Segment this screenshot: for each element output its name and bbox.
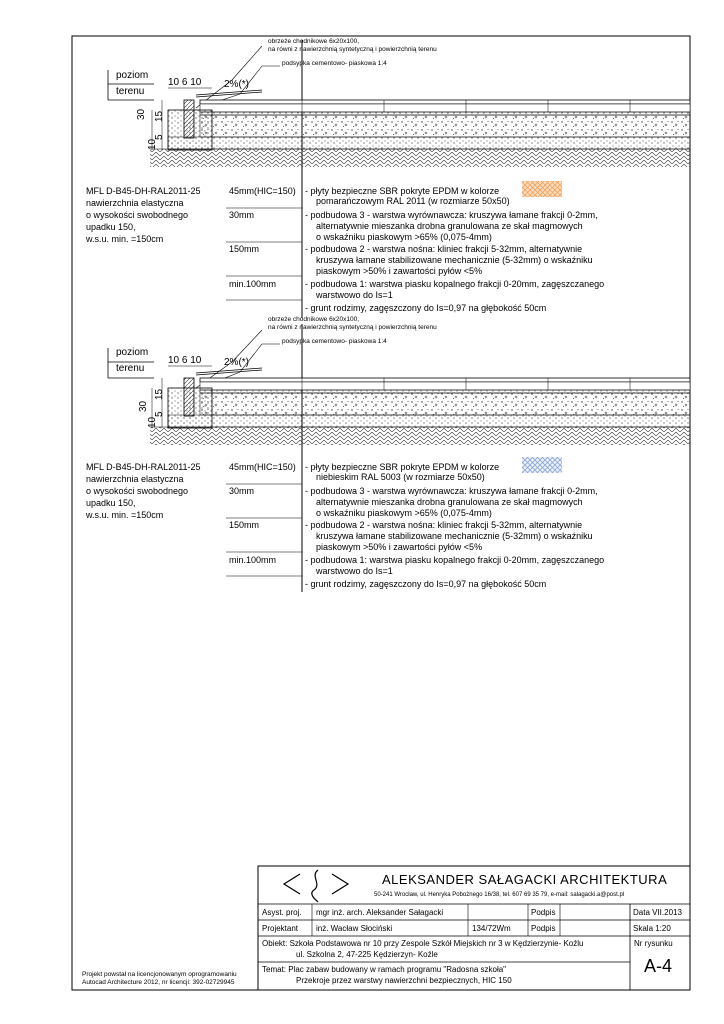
dim-side-2-a: 30 [138,400,149,412]
layer-text-2-4a: - grunt rodzimy, zagęszczony do Is=0,97 na głębokość 50cm [305,579,547,589]
ground-label-2b: terenu [116,363,145,374]
layer-text-1-2a: - podbudowa 2 - warstwa nośna: kliniec frakcji 5-32mm, alternatywnie [305,244,583,254]
firm-logo-icon [284,870,348,902]
surface-line3-2: o wysokości swobodnego [86,486,189,496]
surface-line4-1: upadku 150, [86,222,136,232]
surface-name-1: MFL D-B45-DH-RAL2011-25 [86,186,201,196]
dim-side-2-d: 10 [147,416,158,428]
dims-top-1: 10 6 10 [168,77,202,88]
layer-text-2-0a: - płyty bezpieczne SBR pokryte EPDM w kolorze [305,462,500,472]
firm-name: ALEKSANDER SAŁAGACKI ARCHITEKTURA [382,872,668,887]
row2-role: Projektant [262,924,299,933]
layer-thickness-2-1: 30mm [229,486,255,496]
layer-text-1-1a: - podbudowa 3 - warstwa wyrównawcza: kruszywa łamane frakcji 0-2mm, [305,210,598,220]
drawing-no-label: Nr rysunku [634,939,673,948]
layer-thickness-1-0: 45mm(HIC=150) [229,186,296,196]
layer-text-2-1b: alternatywnie mieszanka drobna granulowana ze skał magmowych [316,497,583,507]
slope-1: 2%(*) [224,79,250,90]
layer-text-2-0b: niebieskim RAL 5003 (w rozmiarze 50x50) [316,472,485,482]
layer-text-1-1c: o wskaźniku piaskowym >65% (0,075-4mm) [316,232,492,242]
object-line-1: Obiekt: Szkoła Podstawowa nr 10 przy Zespole Szkół Miejskich nr 3 w Kędzierzynie- Koźlu [262,939,584,948]
license-line-1: Projekt powstał na licencjonowanym oprogramowaniu [82,971,237,978]
layer-thickness-1-2: 150mm [229,244,260,254]
surface-line4-2: upadku 150, [86,498,136,508]
curb-callout-1: obrzeże chodnikowe 6x20x100, [268,38,360,45]
dim-side-1-a: 30 [136,108,147,120]
row1-date: Data VII.2013 [633,908,682,917]
blue-swatch [522,457,562,473]
dims-top-2: 10 6 10 [168,355,202,366]
dim-side-2-b: 15 [154,388,165,400]
layer-text-2-3a: - podbudowa 1: warstwa piasku kopalnego frakcji 0-20mm, zagęszczanego [305,555,605,565]
layer-text-2-3b: warstwowo do Is=1 [316,566,393,576]
layer-text-2-2c: piaskowym >50% i zawartości pyłów <5% [316,542,483,552]
layer-text-1-4a: - grunt rodzimy, zagęszczony do Is=0,97 na głębokość 50cm [305,303,547,313]
topic-line-2: Przekroje przez warstwy nawierzchni bezpiecznych, HIC 150 [296,976,512,985]
layer-thickness-1-1: 30mm [229,210,255,220]
firm-address: 50-241 Wrocław, ul. Henryka Pobożnego 16/38, tel. 607 69 35 79, e-mail: salagacki.a@post.pl [374,892,625,898]
surface-line2-2: nawierzchnia elastyczna [86,474,184,484]
ground-label-1b: terenu [116,86,145,97]
row2-sign: Podpis [531,924,556,933]
surface-line5-2: w.s.u. min. =150cm [86,510,164,520]
ground-label-2a: poziom [116,347,149,358]
surface-name-2: MFL D-B45-DH-RAL2011-25 [86,462,201,472]
row2-scale: Skala 1:20 [633,924,671,933]
curb-note-1: na równi z nawierzchnią syntetyczną i powierzchnią terenu [268,46,437,53]
dim-side-1-d: 10 [147,138,158,150]
surface-line5-1: w.s.u. min. =150cm [86,234,164,244]
layer-text-2-1c: o wskaźniku piaskowym >65% (0,075-4mm) [316,508,492,518]
object-line-2: ul. Szkolna 2, 47-225 Kędzierzyn- Koźle [296,950,438,959]
layer-thickness-2-2: 150mm [229,520,260,530]
layer-text-1-0a: - płyty bezpieczne SBR pokryte EPDM w kolorze [305,186,500,196]
topic-line-1: Temat: Plac zabaw budowany w ramach programu "Radosna szkoła" [262,965,507,974]
row2-name: inż. Wacław Słociński [316,924,393,933]
layer-text-1-3a: - podbudowa 1: warstwa piasku kopalnego frakcji 0-20mm, zagęszczanego [305,279,605,289]
row1-role: Asyst. proj. [262,908,302,917]
drawing-number: A-4 [644,956,673,976]
layer-text-1-1b: alternatywnie mieszanka drobna granulowana ze skał magmowych [316,221,583,231]
layer-thickness-2-3: min.100mm [229,555,277,565]
bedding-callout-2: podsypka cementowo- piaskowa 1:4 [282,338,387,345]
bedding-callout-1: podsypka cementowo- piaskowa 1:4 [282,60,387,67]
surface-line2-1: nawierzchnia elastyczna [86,198,184,208]
layer-text-1-2c: piaskowym >50% i zawartości pyłów <5% [316,266,483,276]
curb-note-2: na równi z nawierzchnią syntetyczną i powierzchnią terenu [268,324,437,331]
dim-side-1-c: 5 [154,134,165,140]
layer-text-1-0b: pomarańczowym RAL 2011 (w rozmiarze 50x50) [316,196,510,206]
layer-text-2-1a: - podbudowa 3 - warstwa wyrównawcza: kruszywa łamane frakcji 0-2mm, [305,486,598,496]
license-line-2: Autocad Architecture 2012, nr licencji: 392-02729945 [82,979,235,986]
dim-side-2-c: 5 [154,411,165,417]
layer-thickness-1-3: min.100mm [229,279,277,289]
layer-text-2-2a: - podbudowa 2 - warstwa nośna: kliniec frakcji 5-32mm, alternatywnie [305,520,583,530]
orange-swatch [522,181,562,197]
row1-sign: Podpis [531,908,556,917]
row1-name: mgr inż. arch. Aleksander Sałagacki [316,908,444,917]
layer-thickness-2-0: 45mm(HIC=150) [229,462,296,472]
curb-callout-2: obrzeże chodnikowe 6x20x100, [268,316,360,323]
row2-license: 134/72Wm [472,924,511,933]
surface-line3-1: o wysokości swobodnego [86,210,189,220]
layer-text-2-2b: kruszywa łamane stabilizowane mechanicznie (5-32mm) o wskaźniku [316,531,593,541]
layer-text-1-3b: warstwowo do Is=1 [316,290,393,300]
slope-2: 2%(*) [224,357,250,368]
layer-text-1-2b: kruszywa łamane stabilizowane mechanicznie (5-32mm) o wskaźniku [316,255,593,265]
dim-side-1-b: 15 [154,110,165,122]
ground-label-1a: poziom [116,70,149,81]
